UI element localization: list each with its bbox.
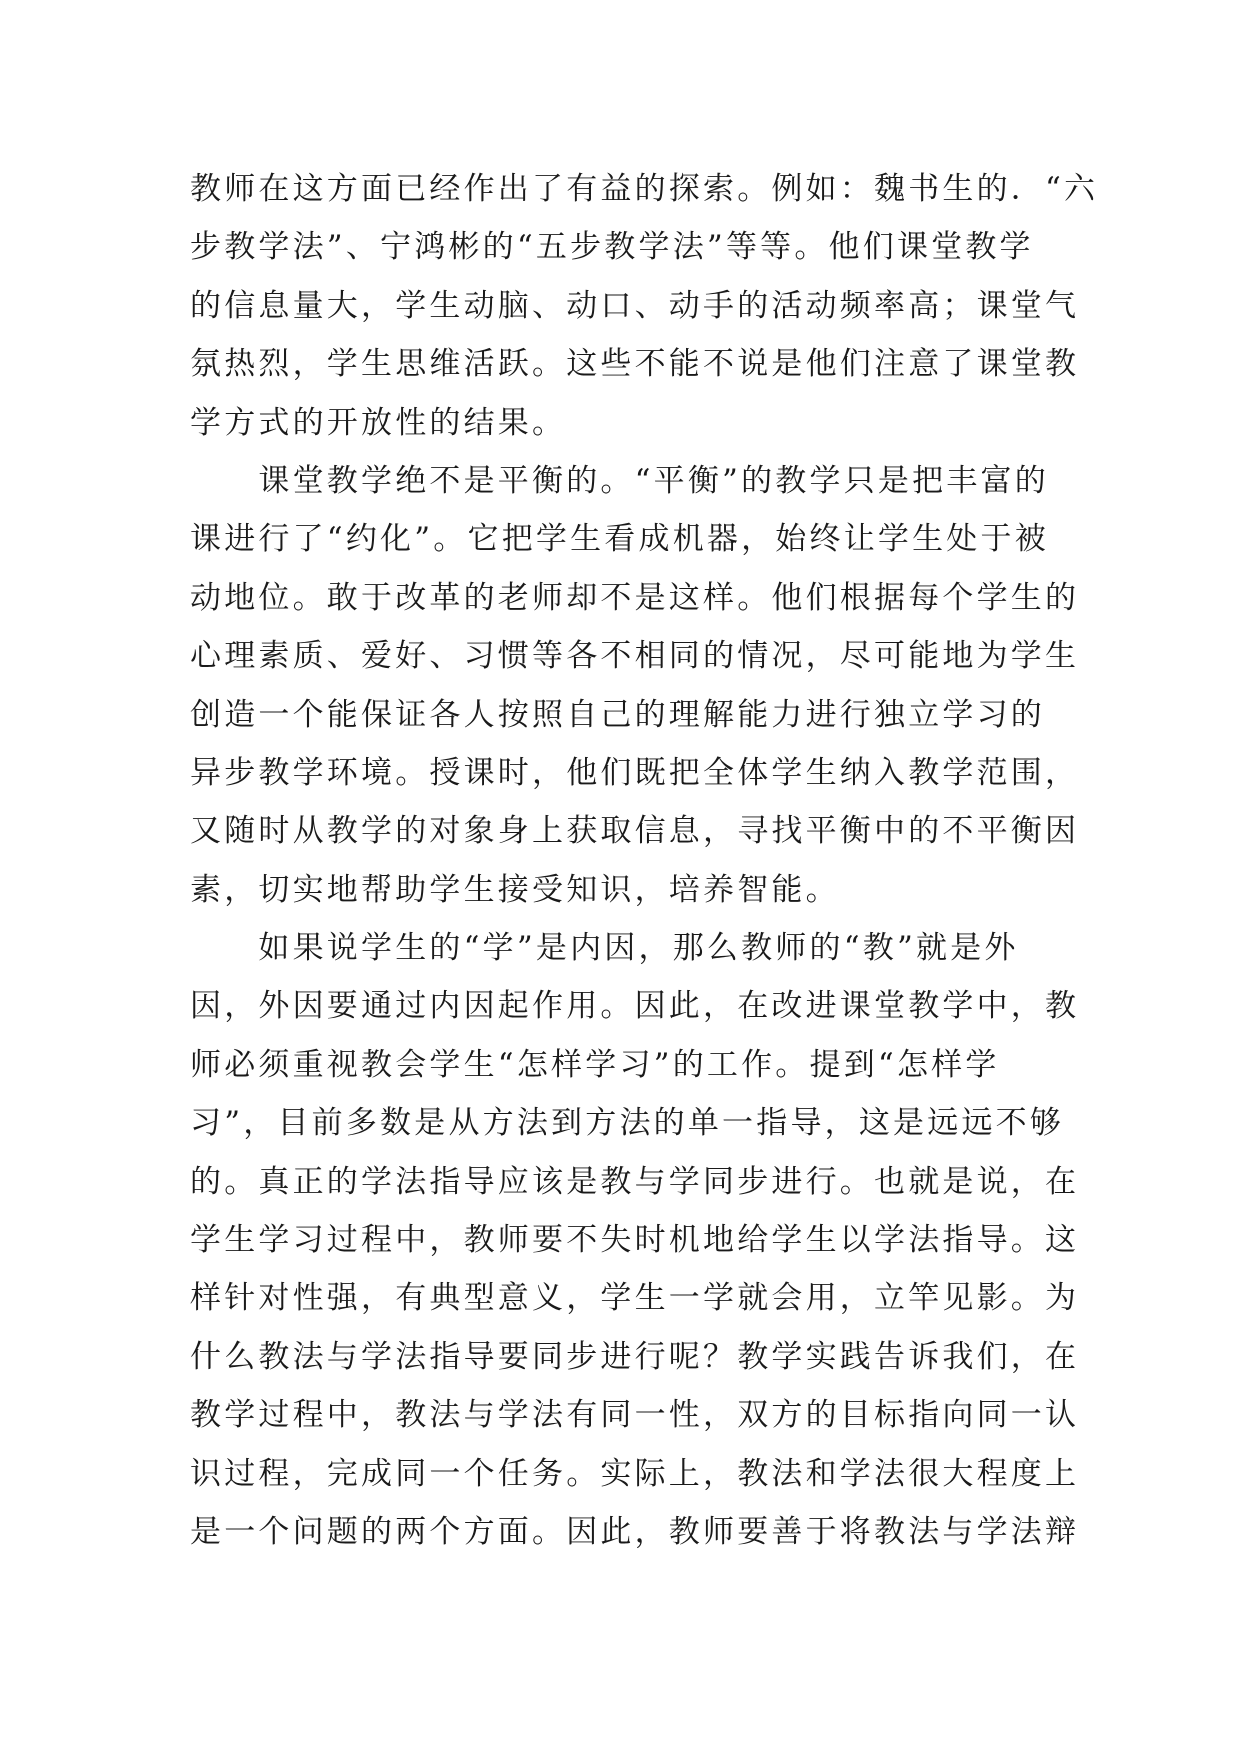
text-line: 异步教学环境。授课时，他们既把全体学生纳入教学范围， xyxy=(190,754,1080,791)
text-line: 习”，目前多数是从方法到方法的单一指导，这是远远不够 xyxy=(190,1105,1065,1142)
text-line: 课堂教学绝不是平衡的。“平衡”的教学只是把丰富的 xyxy=(190,462,1049,499)
text-line: 心理素质、爱好、习惯等各不相同的情况，尽可能地为学生 xyxy=(190,638,1080,675)
text-line: 的。真正的学法指导应该是教与学同步进行。也就是说，在 xyxy=(190,1163,1080,1200)
text-line: 什么教法与学法指导要同步进行呢？教学实践告诉我们，在 xyxy=(190,1338,1080,1375)
text-line: 教学过程中，教法与学法有同一性，双方的目标指向同一认 xyxy=(190,1397,1080,1434)
text-line: 又随时从教学的对象身上获取信息，寻找平衡中的不平衡因 xyxy=(190,813,1080,850)
body-text xyxy=(190,160,1099,1561)
text-line: 动地位。敢于改革的老师却不是这样。他们根据每个学生的 xyxy=(190,579,1080,616)
text-line: 如果说学生的“学”是内因，那么教师的“教”就是外 xyxy=(190,930,1019,967)
text-line: 教师在这方面已经作出了有益的探索。例如：魏书生的．“六 xyxy=(190,171,1099,207)
text-line: 识过程，完成同一个任务。实际上，教法和学法很大程度上 xyxy=(190,1455,1080,1492)
text-line: 学生学习过程中，教师要不失时机地给学生以学法指导。这 xyxy=(190,1222,1080,1259)
text-line: 学方式的开放性的结果。 xyxy=(190,404,567,441)
text-line: 因，外因要通过内因起作用。因此，在改进课堂教学中，教 xyxy=(190,988,1080,1025)
text-line: 样针对性强，有典型意义，学生一学就会用，立竿见影。为 xyxy=(190,1280,1080,1317)
text-line: 步教学法”、宁鸿彬的“五步教学法”等等。他们课堂教学 xyxy=(190,229,1034,266)
text-line: 师必须重视教会学生“怎样学习”的工作。提到“怎样学 xyxy=(190,1046,1000,1083)
text-line: 氛热烈，学生思维活跃。这些不能不说是他们注意了课堂教 xyxy=(190,346,1080,383)
text-line: 是一个问题的两个方面。因此，教师要善于将教法与学法辩 xyxy=(190,1513,1080,1550)
text-line: 的信息量大，学生动脑、动口、动手的活动频率高；课堂气 xyxy=(190,287,1080,324)
text-line: 课进行了“约化”。它把学生看成机器，始终让学生处于被 xyxy=(190,521,1049,558)
text-line: 素，切实地帮助学生接受知识，培养智能。 xyxy=(190,871,840,908)
text-line: 创造一个能保证各人按照自己的理解能力进行独立学习的 xyxy=(190,696,1045,733)
